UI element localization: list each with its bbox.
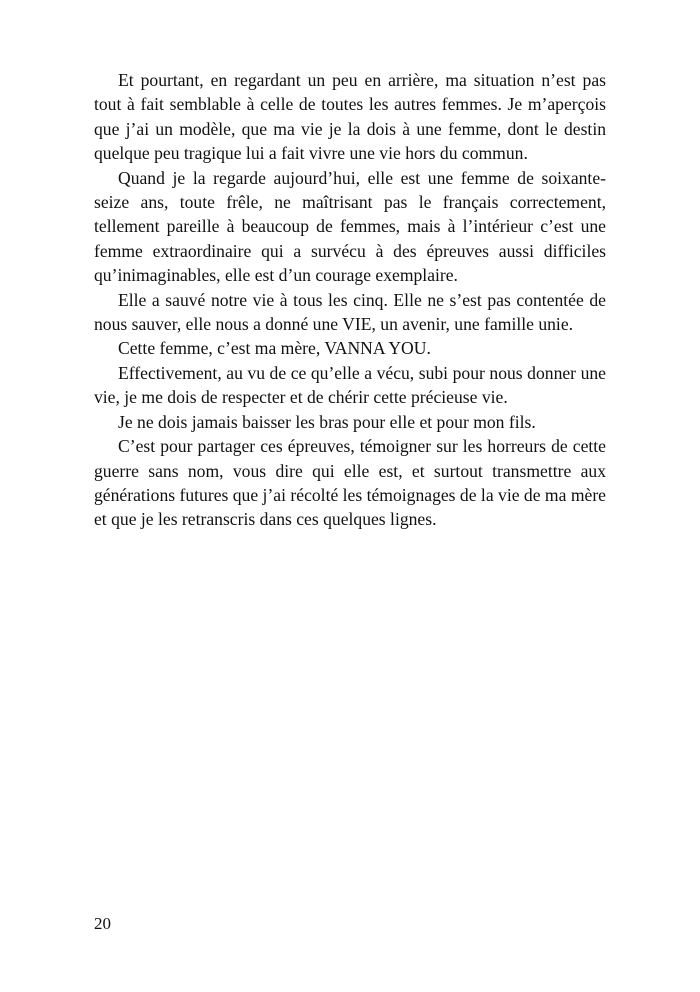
paragraph-4: Cette femme, c’est ma mère, VANNA YOU.	[118, 338, 431, 359]
paragraph-5: Effectivement, au vu de ce qu’elle a vécu, subi pour nous donner une vie, je me dois de respecter et de chérir cette précieuse vie.	[94, 362, 606, 408]
paragraph-7: C’est pour partager ces épreuves, témoigner sur les horreurs de cette guerre sans nom, vous dire qui elle est, et surtout transmettre aux générations futures que j’ai récolté les témoignages de la vie de ma mère et que je les retranscris dans ces quelques lignes.	[94, 436, 606, 530]
paragraph-2: Quand je la regarde aujourd’hui, elle est une femme de soixante-seize ans, toute frêle, ne maîtrisant pas le français correctement, tellement pareille à beaucoup de femmes, mais à l’intérieur c’est une femme extraordinaire qui a survécu à des épreuves aussi difficiles qu’inimaginables, elle est d’un courage exemplaire.	[94, 167, 606, 286]
page-number: 20	[94, 914, 111, 933]
paragraph-6: Je ne dois jamais baisser les bras pour elle et pour mon fils.	[118, 411, 536, 432]
paragraph-3: Elle a sauvé notre vie à tous les cinq. Elle ne s’est pas contentée de nous sauver, elle nous a donné une VIE, un avenir, une famille unie.	[94, 289, 606, 335]
body-text	[94, 68, 606, 532]
paragraph-1: Et pourtant, en regardant un peu en arrière, ma situation n’est pas tout à fait semblable à celle de toutes les autres femmes. Je m’aperçois que j’ai un modèle, que ma vie je la dois à une femme, dont le destin quelque peu tragique lui a fait vivre une vie hors du commun.	[94, 70, 606, 164]
